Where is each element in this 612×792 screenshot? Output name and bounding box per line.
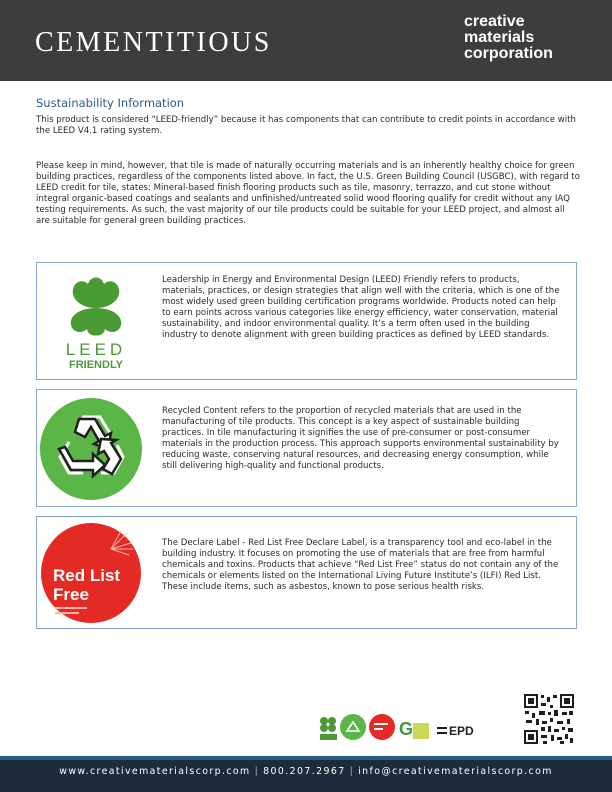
website-link[interactable]: www.creativematerialscorp.com [59,766,251,777]
svg-text:EPD: EPD [449,724,474,738]
leed-friendly-badge-icon [320,717,337,740]
phone-number[interactable]: 800.207.2967 [263,766,346,777]
svg-text:G: G [399,719,414,739]
leed-friendly-card [36,262,577,380]
red-list-free-icon [41,523,141,623]
recycled-content-card [36,389,577,507]
friendly-logo-text: FRIENDLY [69,359,123,371]
g2-badge-icon [399,719,429,739]
company-logo-line: corporation [464,45,553,62]
leed-friendly-clover-icon [57,271,135,371]
leed-logo-text: LEED [65,340,127,359]
email-link[interactable]: info@creativematerialscorp.com [358,766,553,777]
qr-code-icon[interactable] [523,693,575,745]
intro-paragraph: This product is considered “LEED-friendly” because it has components that can contribute to credit points in accordance with the LEED V4.1 rating system. [36,115,576,137]
leed-note-paragraph: Please keep in mind, however, that tile is made of naturally occurring materials and is an inherently healthy choice for green building practices, regardless of the components listed above. In fact, the U.S. Green Building Council (USGBC), with regard to LEED credit for tile, states: Mineral-based finish flooring products such as tile, masonry, terrazzo, and cut stone without integral organic-based coatings and sealants and unfinished/untreated solid wood flooring qualify for credit without any IAQ testing requirements. As such, the vast majority of our tile products could be suitable for your LEED project, and almost all are suitable for general green building practices. [36,161,580,227]
company-logo-line: creative [464,13,525,30]
company-logo [464,14,553,62]
leed-friendly-description: Leadership in Energy and Environmental Design (LEED) Friendly refers to products, materials, practices, or design strategies that align well with the criteria, which is one of the most widely used green building certification programs worldwide. Products noted can help to earn points across various categories like energy efficiency, water conservation, material sustainability, and indoor environmental quality. It’s a term often used in the building industry to denote alignment with green building practices as defined by LEED standards. [162,275,560,341]
product-category-title: CEMENTITIOUS [35,27,272,58]
company-logo-line: materials [464,29,535,46]
footer-separator: | [349,766,355,777]
red-list-free-badge-icon [369,714,395,740]
epd-badge-icon [437,724,474,738]
footer-separator: | [254,766,260,777]
free-logo-text: Free [53,585,89,604]
red-list-free-card [36,516,577,629]
section-title: Sustainability Information [36,96,185,110]
recycled-content-description: Recycled Content refers to the proportion of recycled materials that are used in the manufacturing of tile products. This concept is a key aspect of sustainable building practices. In tile manufacturing it signifies the use of pre-consumer or post-consumer materials in the production process. This approach supports environmental sustainability by reducing waste, conserving natural resources, and decreasing energy consumption, while still delivering high-quality and functional products. [162,406,559,472]
recycle-icon [39,397,143,501]
certification-badges [317,713,517,743]
page-header [0,0,612,81]
red-list-logo-text: Red List [53,566,121,585]
page-footer [0,760,612,792]
recycle-badge-icon [340,714,366,740]
red-list-free-description: The Declare Label - Red List Free Declare Label, is a transparency tool and eco-label in the building industry. It focuses on promoting the use of materials that are free from harmful chemicals and toxins. Products that achieve “Red List Free” status do not contain any of the chemicals or elements listed on the International Living Future Institute’s (ILFI) Red List. These include items, such as asbestos, known to pose serious health risks. [162,538,559,593]
